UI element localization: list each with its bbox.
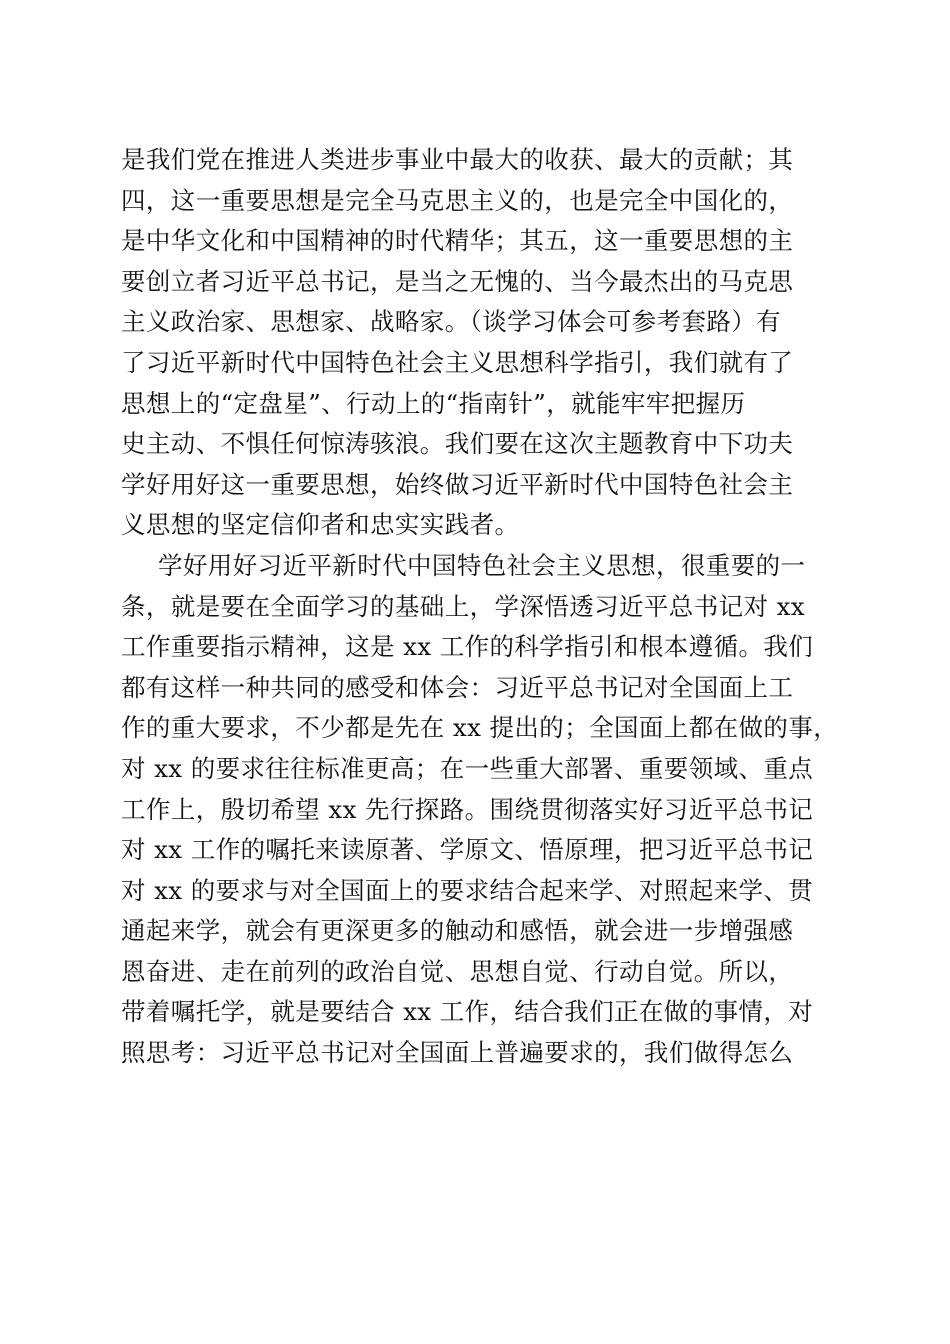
text-line: 史主动、不惧任何惊涛骇浪。我们要在这次主题教育中下功夫 [121, 429, 794, 459]
text-line: 是我们党在推进人类进步事业中最大的收获、最大的贡献；其 [121, 145, 794, 174]
paragraph-2 [121, 546, 839, 1074]
text-line: 学好用好这一重要思想，始终做习近平新时代中国特色社会主 [121, 469, 794, 499]
text-line: 都有这样一种共同的感受和体会：习近平总书记对全国面上工 [121, 672, 794, 702]
text-line: 带着嘱托学，就是要结合 xx 工作，结合我们正在做的事情，对 [121, 997, 814, 1027]
text-line: 工作上，殷切希望 xx 先行探路。围绕贯彻落实好习近平总书记 [121, 794, 814, 824]
text-line: 是中华文化和中国精神的时代精华；其五，这一重要思想的主 [121, 226, 794, 256]
text-line: 对 xx 的要求往往标准更高；在一些重大部署、重要领域、重点 [121, 753, 814, 783]
text-line: 了习近平新时代中国特色社会主义思想科学指引，我们就有了 [121, 347, 794, 377]
text-line: 对 xx 的要求与对全国面上的要求结合起来学、对照起来学、贯 [121, 875, 814, 905]
text-line: 四，这一重要思想是完全马克思主义的，也是完全中国化的， [121, 185, 794, 215]
text-line: 学好用好习近平新时代中国特色社会主义思想，很重要的一 [158, 550, 806, 580]
text-line: 作的重大要求，不少都是先在 xx 提出的；全国面上都在做的事， [121, 713, 839, 743]
text-line: 对 xx 工作的嘱托来读原著、学原文、悟原理，把习近平总书记 [121, 835, 814, 865]
text-line: 通起来学，就会有更深更多的触动和感悟，就会进一步增强感 [121, 916, 794, 946]
paragraph-1 [121, 140, 827, 546]
text-line: 主义政治家、思想家、战略家。（谈学习体会可参考套路）有 [121, 307, 782, 337]
body-text [121, 140, 839, 1074]
text-line: 恩奋进、走在前列的政治自觉、思想自觉、行动自觉。所以， [121, 956, 794, 986]
text-line: 思想上的“定盘星”、行动上的“指南针”，就能牢牢把握历 [121, 388, 746, 418]
text-line: 义思想的坚定信仰者和忠实实践者。 [121, 510, 520, 540]
text-line: 工作重要指示精神，这是 xx 工作的科学指引和根本遵循。我们 [121, 632, 814, 662]
text-line: 要创立者习近平总书记，是当之无愧的、当今最杰出的马克思 [121, 266, 794, 296]
text-line: 照思考：习近平总书记对全国面上普遍要求的，我们做得怎么 [121, 1038, 794, 1068]
text-line: 条，就是要在全面学习的基础上，学深悟透习近平总书记对 xx [121, 591, 806, 621]
